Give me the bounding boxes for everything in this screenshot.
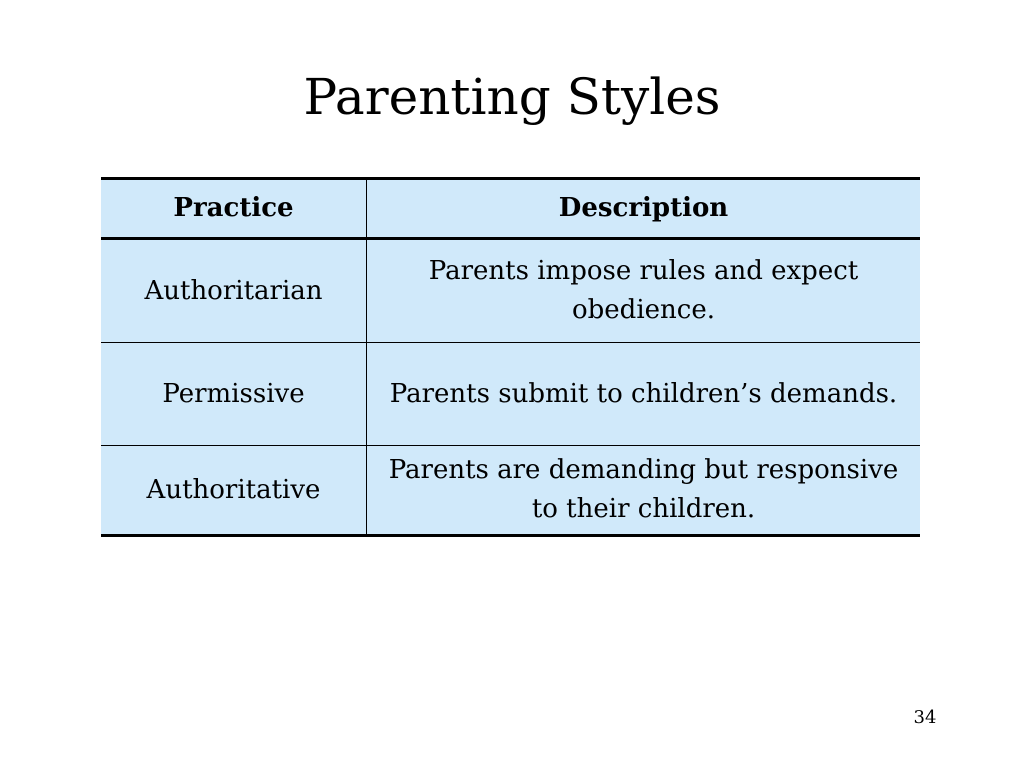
slide-title: Parenting Styles [303,68,721,126]
table-row [101,239,920,343]
table-row [101,446,920,536]
header-practice: Practice [101,179,367,239]
practice-cell: Permissive [101,343,367,446]
table-row [101,343,920,446]
table-header-row [101,179,920,239]
parenting-styles-table [101,177,920,537]
practice-cell: Authoritarian [101,239,367,343]
description-cell: Parents impose rules and expect obedience. [367,239,921,343]
description-cell: Parents are demanding but responsive to their children. [367,446,921,536]
description-cell: Parents submit to children’s demands. [367,343,921,446]
practice-cell: Authoritative [101,446,367,536]
page-number: 34 [913,707,937,728]
header-description: Description [367,179,921,239]
